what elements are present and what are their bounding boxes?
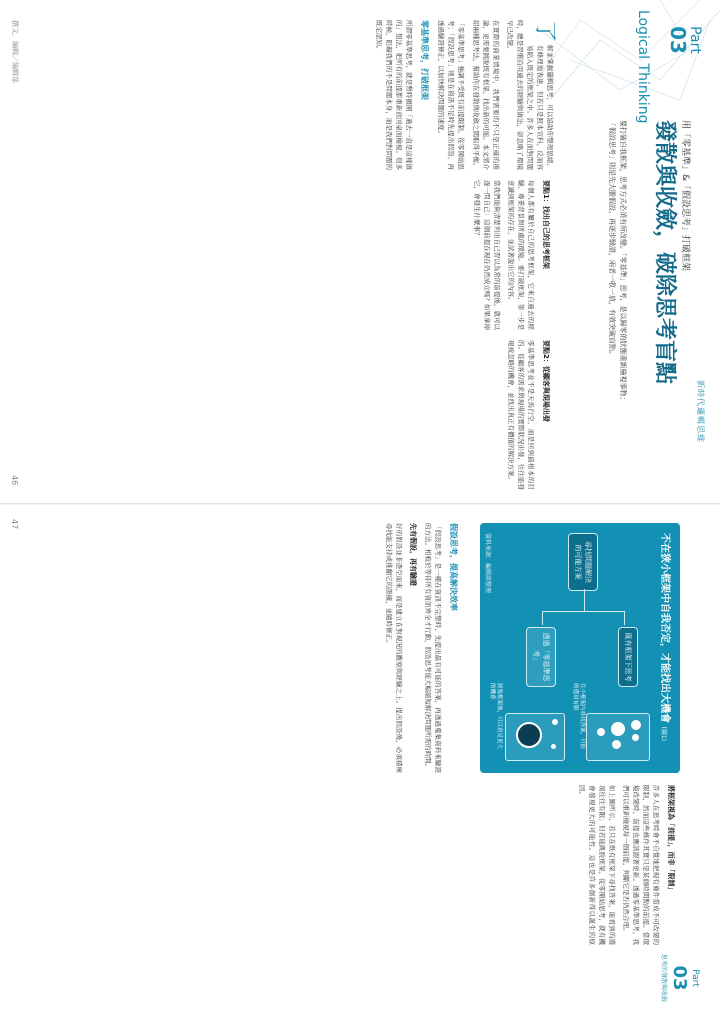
- diagram-box-existing-frame: 既有框架下思考: [618, 627, 638, 687]
- logical-thinking-label: Logical Thinking: [635, 10, 651, 124]
- panel-caption-1: 在小框架內尋找答案，可能的選項有限: [571, 683, 585, 750]
- right-column-1: [573, 785, 680, 945]
- diagram-box-problem: 尋找問題解決的可能方案: [568, 533, 598, 591]
- right-subhead-1: 將框架視為「前提」，而非「限制」: [667, 785, 675, 894]
- part-side-badge: [660, 953, 700, 1003]
- part-badge: [668, 10, 702, 70]
- page-number-right: 47: [10, 519, 19, 530]
- part-label: Part: [687, 26, 703, 54]
- paragraph-5: 每個人都有屬於自己的思考框架，它來自過去的經驗、專業背景與所處的環境。要打破框架，第一步是意識到框架的存在，並試著說出它的內容。: [507, 180, 536, 330]
- paragraph-2: 在實際的商業情境中，我們需要的不只是正確的推論，更需要跳脫既有框架，找出新的可能。本文將介紹兩種思考法，幫助你在發散與收斂之間取得平衡。: [471, 20, 500, 170]
- part-side-label: Part: [690, 969, 700, 987]
- option-dot: [552, 719, 558, 725]
- right-subhead-2: 先有假設，再有驗證: [409, 523, 418, 586]
- large-frame-panel: [505, 713, 565, 761]
- section-heading-2: 假設思考，提高解決效率: [449, 523, 458, 611]
- intro-text: 要打破自我框架，思考方式必須有所改變。「零基準」思考，是以歸零的狀態重新檢視事物；「假設思考」則是先大膽假設，再逐步驗證，兩者一收一放，有效突破盲點。: [608, 120, 627, 404]
- diagram-title: [659, 533, 674, 741]
- right-paragraph-3: 「假設思考」是一種在資訊不完整時，先提出最有可能的答案，再透過蒐集資料來驗證的方法。相較於等待所有資訊齊全才行動，假設思考能大幅縮短解決問題所需的時間。: [423, 523, 442, 773]
- diagram-connector: [584, 589, 585, 611]
- paragraph-1: 解並掌握邏輯思考，可以協助你整理思緒、有條理地表達，但若只是照本宣科，反而容易陷入既定的框架之中。許多人在面對問題時，總是習慣沿用過去的經驗與做法，卻忽略了環境早已改變。: [505, 20, 554, 170]
- title-main: 發散與收斂，破除思考盲點: [652, 120, 678, 385]
- part-number: 03: [666, 26, 690, 54]
- subhead-1: 要點1：找出自己的思考框架: [542, 180, 550, 269]
- big-opportunity-dot: [516, 722, 542, 748]
- panel-caption-2: 跳脫框架後，可以看見更大的機會: [488, 683, 502, 750]
- column-1: [370, 20, 555, 170]
- diagram-box-zero-base: 透過「零基準思考」: [526, 627, 556, 687]
- paragraph-3: 「零基準思考」強調不受既有前提限制，從零開始思考；「假設思考」則是在資訊不足時先提出假設，再透過驗證修正，以加快解決問題的速度。: [437, 20, 466, 170]
- diagram-connector-top: [624, 611, 625, 625]
- option-dot: [551, 744, 556, 749]
- right-paragraph-2: 如上圖所示，若只在既有框架下尋找答案，能看到的選項往往有限；但若能跳脫框架，從零開始思考，就有機會發現更大的可能性。這也是許多創新得以誕生的原因。: [577, 785, 616, 945]
- subhead-2: 要點2：從顧客與現場出發: [542, 340, 550, 422]
- right-page: [0, 505, 720, 1009]
- paragraph-4: 所謂零基準思考，就是暫時拋開「過去一直是這樣做的」想法，把所有的前提都重新放回桌面檢視。很多時候，阻礙我們的不是問題本身，而是我們對問題的既定認知。: [374, 20, 413, 170]
- diagram-note: 資料來源：編輯部整理: [484, 533, 491, 594]
- diagram-connector-bottom: [542, 611, 543, 625]
- footer-credit: 撰文．編輯／編輯部: [11, 20, 19, 83]
- diagram-title-text: 不在狹小框架中自我否定，才能找出大機會: [659, 533, 670, 723]
- diagram-figure: [480, 523, 680, 773]
- part-side-caption: 思考的發散與收斂: [660, 953, 667, 1002]
- column-2: [468, 180, 555, 330]
- small-frame-panel: [586, 713, 650, 761]
- title-kicker: 用「零基準」&「假設思考」打破框架: [680, 120, 690, 272]
- right-column-2: [380, 523, 465, 773]
- diagram-tag: (圖1): [660, 726, 667, 741]
- column-3: [502, 340, 555, 490]
- paragraph-6: 當我們能夠清楚列出自己習以為常的前提後，就可以逐一問自己：這個前提在現在仍然成立嗎？如果拿掉它，會發生什麼事？: [472, 180, 501, 330]
- dropcap: 了: [532, 20, 557, 43]
- right-paragraph-4: 好的假設並非憑空而來，而是建立在對現況的觀察與經驗之上。提出假設後，必須積極尋找能支持或推翻它的證據，並隨時修正。: [384, 523, 403, 773]
- part-side-number: 03: [669, 965, 690, 991]
- section-heading-1: 零基準思考，打破框架: [420, 20, 430, 100]
- right-paragraph-1: 許多人在思考時會不自覺地把現有條件當成不可改變的限制，然而這些條件其實只是某個時間點的前提。當環境改變時，前提也應該跟著更新。透過零基準思考，我們可以重新檢視每一個前提，判斷它是否仍然合理。: [621, 785, 661, 945]
- option-dot: [612, 740, 621, 749]
- article-title: [650, 120, 690, 420]
- option-dot: [631, 720, 641, 730]
- page-number-left: 46: [10, 475, 19, 486]
- option-dot: [632, 734, 639, 741]
- option-dot: [611, 722, 625, 736]
- option-dot: [597, 728, 605, 736]
- running-head: 新時代邏輯思維: [696, 380, 705, 443]
- diagram-connector-vertical: [543, 611, 625, 612]
- paragraph-7: 零基準思考並不是天馬行空，而是回到最根本的目的。從顧客的需求與現場的實際狀況出發，往往能發現被忽略的機會，並找出真正有價值的解決方案。: [507, 340, 536, 490]
- left-page: [0, 0, 720, 504]
